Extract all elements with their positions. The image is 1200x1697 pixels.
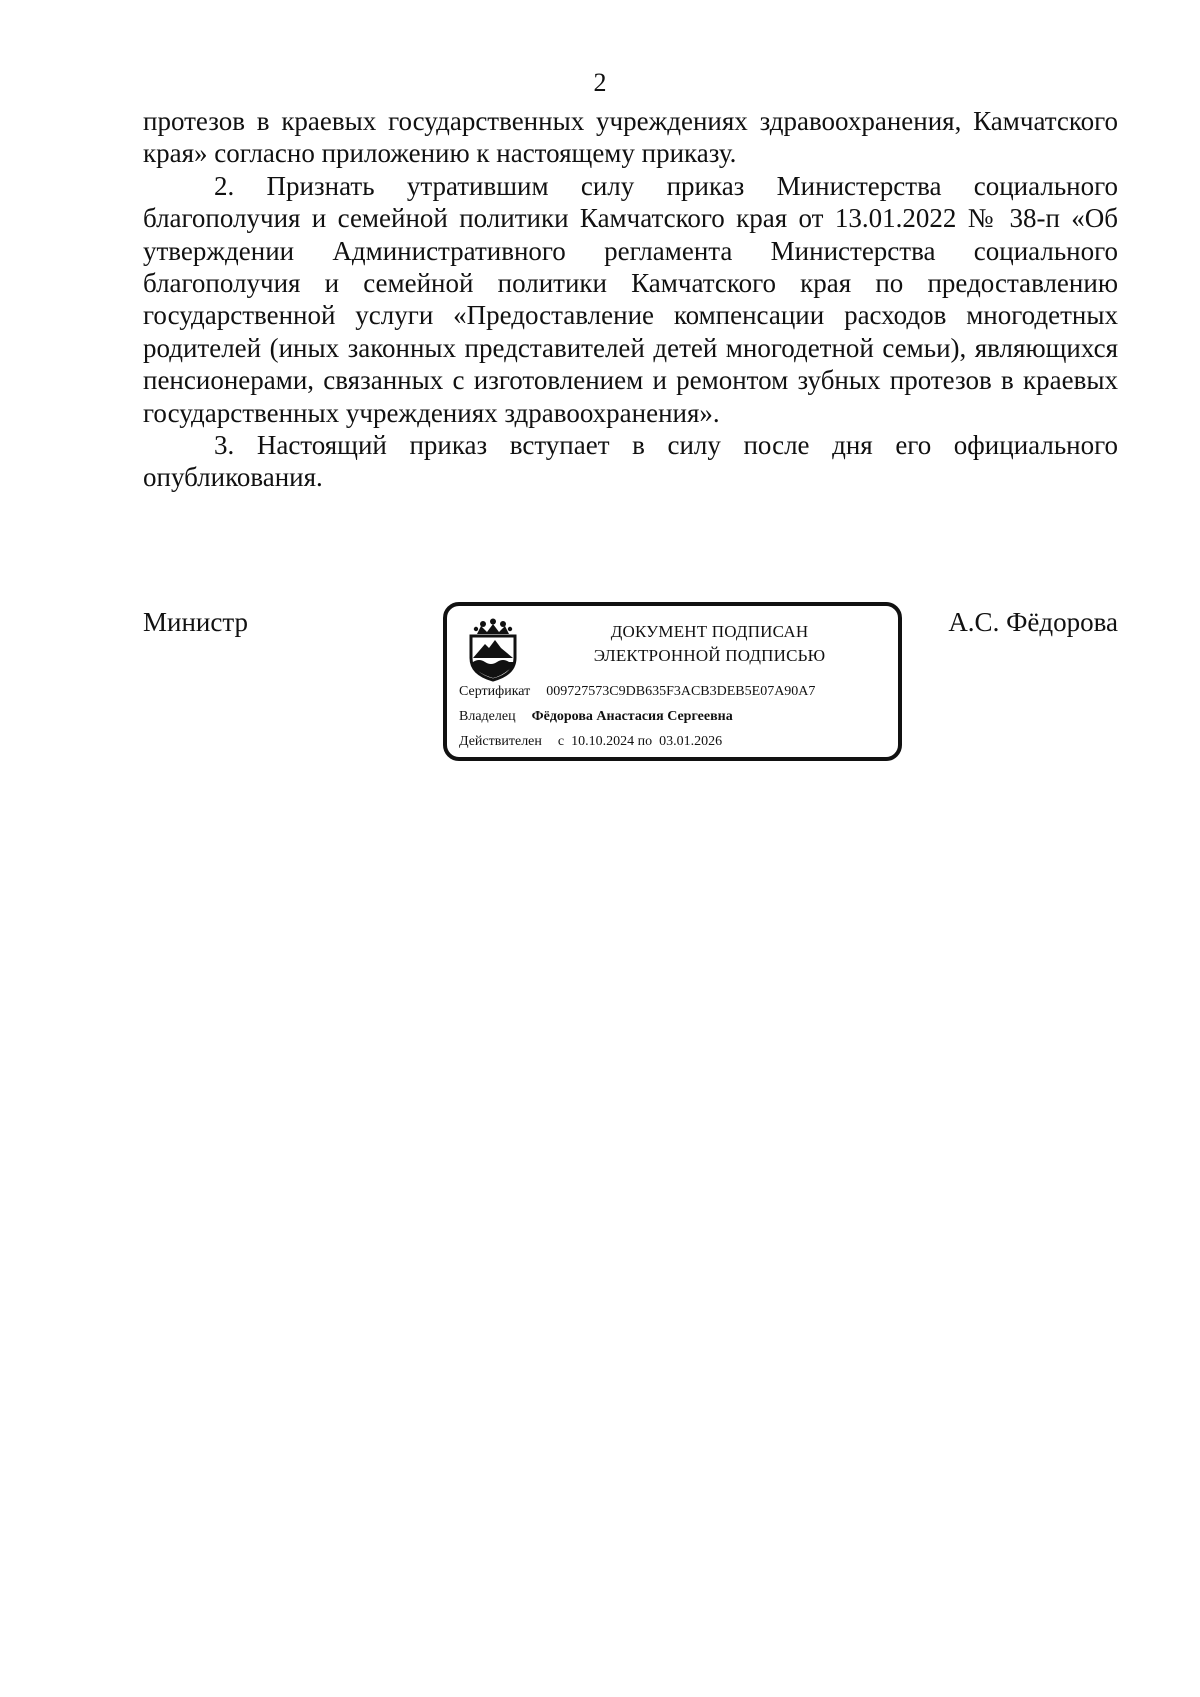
paragraph-2: 2. Признать утратившим силу приказ Министерства социального благополучия и семейной политики Камчатского края от 13.01.2022 № 38-п «Об утверждении Административного регламента Министерства социального благополучия и семейной политики Камчатского края по предоставлению государственной услуги «Предоставление компенсации расходов многодетных родителей (иных законных представителей детей многодетной семьи), являющихся пенсионерами, связанных с изготовлением и ремонтом зубных протезов в краевых государственных учреждениях здравоохранения».	[143, 170, 1118, 428]
certificate-row	[459, 683, 815, 701]
paragraph-continuation: протезов в краевых государственных учреждениях здравоохранения, Камчатского края» согласно приложению к настоящему приказу.	[143, 106, 1118, 169]
stamp-title-line-1: ДОКУМЕНТ ПОДПИСАН	[610, 622, 809, 641]
paragraph-3: 3. Настоящий приказ вступает в силу после дня его официального опубликования.	[143, 430, 1118, 493]
kamchatka-coat-of-arms-icon	[465, 618, 521, 682]
certificate-value: 009727573C9DB635F3ACB3DEB5E07A90A7	[546, 684, 816, 699]
validity-label: Действителен	[459, 734, 542, 749]
validity-row	[459, 733, 722, 751]
page-number: 2	[593, 68, 607, 97]
stamp-title-line-2: ЭЛЕКТРОННОЙ ПОДПИСЬЮ	[593, 646, 826, 665]
signer-position: Министр	[143, 607, 248, 637]
certificate-label: Сертификат	[459, 684, 531, 699]
stamp-title	[531, 620, 888, 668]
owner-label: Владелец	[459, 709, 516, 724]
owner-row	[459, 708, 733, 726]
electronic-signature-stamp	[443, 602, 902, 761]
signer-name: А.С. Фёдорова	[948, 607, 1118, 637]
validity-value: с 10.10.2024 по 03.01.2026	[557, 734, 723, 749]
document-body	[143, 105, 1118, 494]
owner-value: Фёдорова Анастасия Сергеевна	[531, 709, 733, 724]
